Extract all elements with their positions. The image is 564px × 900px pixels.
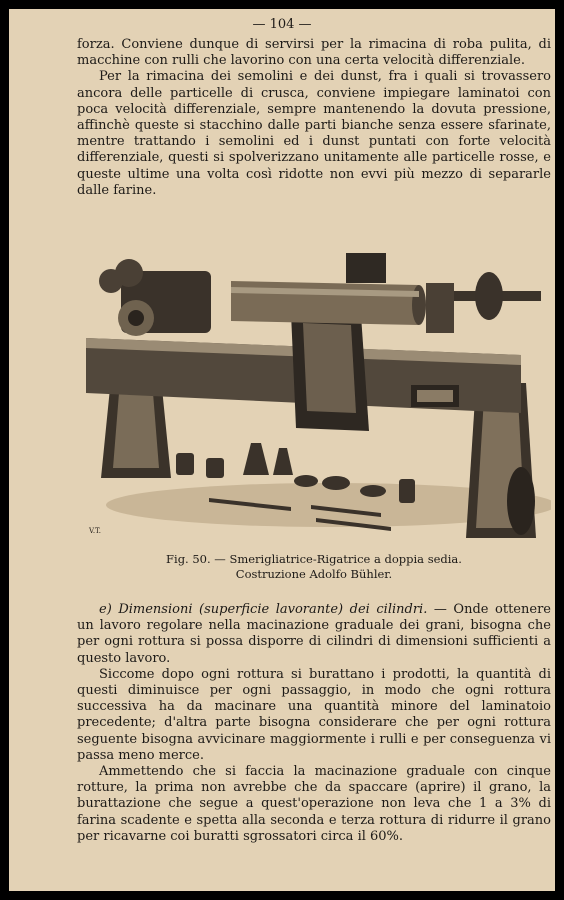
section-e-paragraph: [77, 602, 551, 667]
page-number: — 104 —: [252, 17, 312, 32]
bottom-text-block: [77, 602, 551, 845]
paragraph: Ammettendo che si faccia la macinazione graduale con cinque rotture, la prima non avrebbe che da spaccare (aprire) il grano, la burattazione che segue a quest'operazione non leva che 1 a 3% di farina scadente e spetta alla seconda e terza rottura di ridurre il grano per ricavarne coi buratti sgrossatori circa il 60%.: [77, 764, 551, 844]
machine-illustration: [81, 243, 551, 549]
section-e-heading: Dimensioni (superficie lavorante) dei cilindri.: [118, 602, 428, 617]
figure-caption: [77, 552, 551, 582]
paragraph: Per la rimacina dei semolini e dei dunst, fra i quali si trovassero ancora delle particelle di crusca, conviene impiegare laminatoi con poca velocità differenziale, sempre mantenendo la dovuta pressione, affinchè queste si stacchino dalle parti bianche senza essere sfarinate, mentre trattando i semolini ed i dunst puntati con forte velocità differenziale, questi si spolverizzano unitamente alle particelle rosse, e queste ultime una volta così ridotte non evvi più mezzo di separarle dalle farine.: [77, 69, 551, 198]
paragraph: Siccome dopo ogni rottura si burattano i prodotti, la quantità di questi diminuisce per ogni passaggio, in modo che ogni rottura successiva ha da macinare una quantità minore del laminatoio precedente; d'altra parte bisogna considerare che per ogni rottura seguente bisogna avvicinare maggiormente i rulli e per conseguenza vi passa meno merce.: [77, 666, 551, 763]
top-text-block: [77, 37, 551, 199]
caption-line-1: Fig. 50. — Smerigliatrice-Rigatrice a doppia sedia.: [166, 552, 462, 566]
section-e-body: — Onde ottenere un lavoro regolare nella macinazione graduale dei grani, bisogna che per ogni rottura si possa disporre di cilindri di dimensioni sufficienti a questo lavoro.: [77, 602, 551, 666]
caption-line-2: Costruzione Adolfo Bühler.: [235, 567, 393, 581]
section-e-prefix: e): [99, 602, 112, 617]
engraver-mark: V.T.: [89, 527, 101, 535]
paragraph: forza. Conviene dunque di servirsi per la rimacina di roba pulita, di macchine con rulli che lavorino con una certa velocità differenziale.: [77, 37, 551, 69]
book-page: [9, 9, 555, 891]
